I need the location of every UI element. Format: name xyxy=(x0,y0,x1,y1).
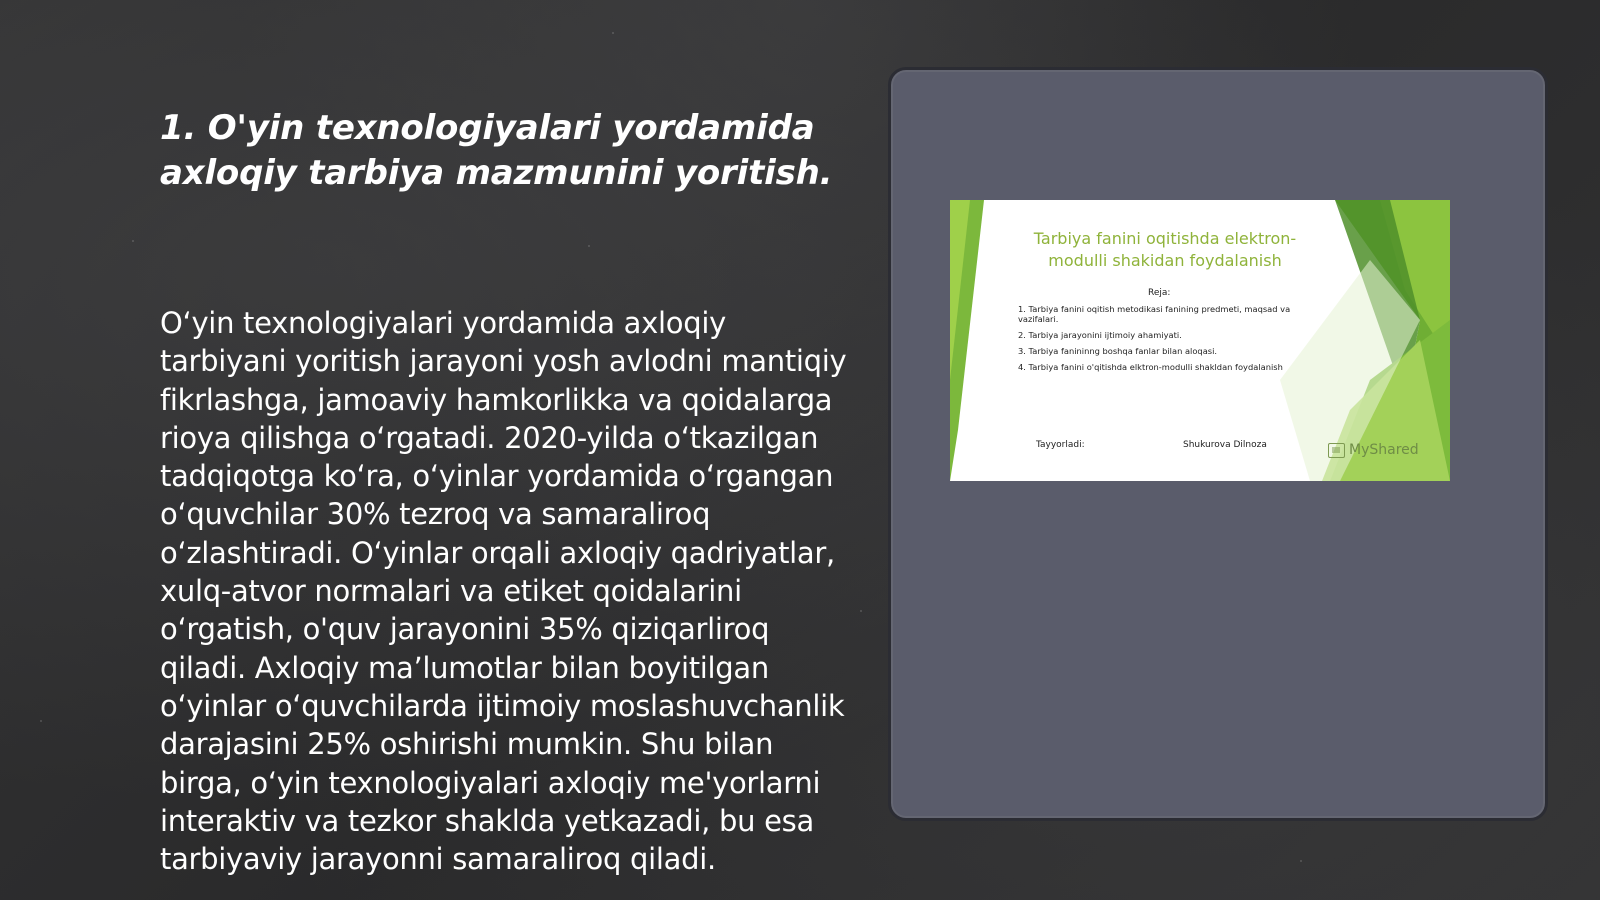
chalk-speck xyxy=(1300,860,1302,862)
thumbnail-plan-list xyxy=(1018,304,1308,378)
chalk-speck xyxy=(132,240,134,242)
presentation-icon xyxy=(1328,443,1345,458)
thumbnail-plan-label: Reja: xyxy=(1148,288,1171,298)
list-item: 1. Tarbiya fanini oqitish metodikasi fanining predmeti, maqsad va vazifalari. xyxy=(1018,304,1291,324)
thumbnail-author: Shukurova Dilnoza xyxy=(1183,440,1267,450)
thumbnail-title: Tarbiya fanini oqitishda elektron-modulli shakidan foydalanish xyxy=(1033,229,1297,270)
list-item: 4. Tarbiya fanini o'qitishda elktron-modulli shakldan foydalanish xyxy=(1018,362,1283,372)
list-item: 3. Tarbiya fanininng boshqa fanlar bilan aloqasi. xyxy=(1018,346,1218,356)
thumbnail-prepared-label: Tayyorladi: xyxy=(1036,440,1085,450)
myshared-logo xyxy=(1328,442,1419,458)
chalk-speck xyxy=(860,610,862,612)
chalk-speck xyxy=(588,245,590,247)
slide-title: 1. O'yin texnologiyalari yordamida axloqiy tarbiya mazmunini yoritish. xyxy=(160,108,833,193)
chalk-speck xyxy=(40,720,42,722)
slide-thumbnail-image xyxy=(950,200,1450,481)
logo-text: MyShared xyxy=(1349,442,1419,458)
chalk-speck xyxy=(612,32,614,34)
slide-body-text: O‘yin texnologiyalari yordamida axloqiy tarbiyani yoritish jarayoni yosh avlodni mantiqiy fikrlashga, jamoaviy hamkorlikka va qoidalarga rioya qilishga o‘rgatadi. 2020-yilda o‘tkazilgan tadqiqotga ko‘ra, o‘yinlar yordamida o‘rgangan o‘quvchilar 30% tezroq va samaraliroq o‘zlashtiradi. O‘yinlar orqali axloqiy qadriyatlar, xulq-atvor normalari va etiket qoidalarini o‘rgatish, o'quv jarayonini 35% qiziqarliroq qiladi. Axloqiy ma’lumotlar bilan boyitilgan o‘yinlar o‘quvchilarda ijtimoiy moslashuvchanlik darajasini 25% oshirishi mumkin. Shu bilan birga, o‘yin texnologiyalari axloqiy me'yorlarni interaktiv va tezkor shaklda yetkazadi, bu esa tarbiyaviy jarayonni samaraliroq qiladi. xyxy=(160,306,847,877)
list-item: 2. Tarbiya jarayonini ijtimoiy ahamiyati. xyxy=(1018,330,1182,340)
